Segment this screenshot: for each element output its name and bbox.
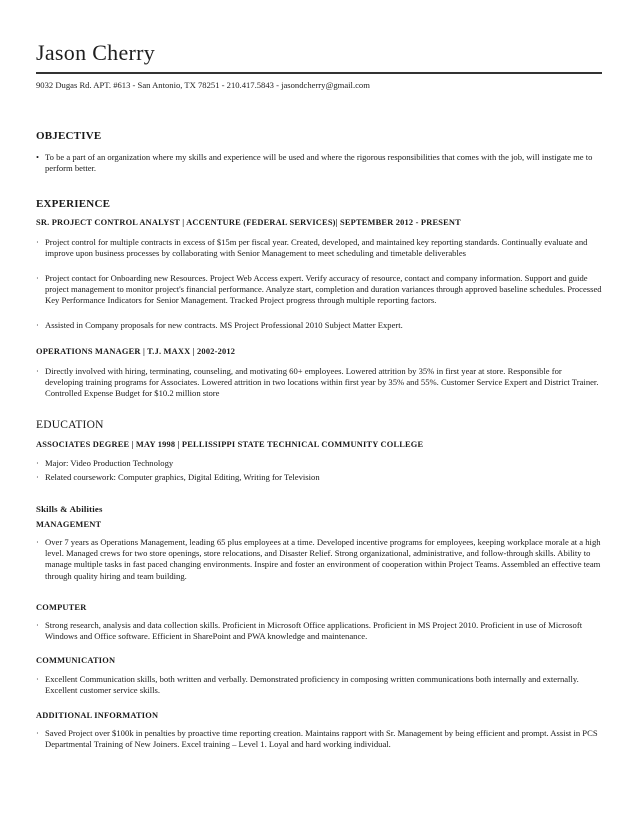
- list-item: · Directly involved with hiring, terminating, counseling, and motivating 60+ employees. Lowered attrition by 35% in first year at store. Responsible for developing training programs for Associates. Lowered attrition in two locations within first year by 35% and 55%. Customer Service Expert and District Trainer. Controlled Expense Budget for $10.2 million store: [36, 366, 599, 399]
- list-item: · Excellent Communication skills, both written and verbally. Demonstrated proficiency in composing written communications both internally and externally. Excellent customer service skills.: [36, 674, 579, 696]
- bullet-icon: ·: [36, 620, 39, 630]
- objective-item: [36, 152, 602, 174]
- bullet-icon: ·: [36, 273, 39, 283]
- list-item: · Strong research, analysis and data collection skills. Proficient in Microsoft Office applications. Proficient in MS Project 2010. Proficient in use of Microsoft Windows and Office software. Efficient in SharePoint and PWA knowledge and maintenance.: [36, 620, 583, 642]
- experience-heading: EXPERIENCE: [36, 198, 111, 210]
- objective-heading: OBJECTIVE: [36, 130, 102, 142]
- list-item: · Related coursework: Computer graphics, Digital Editing, Writing for Television: [36, 472, 320, 482]
- education-heading: EDUCATION: [36, 419, 104, 431]
- bullet-icon: ·: [36, 237, 39, 247]
- skills-computer-title: COMPUTER: [36, 603, 87, 612]
- contact-line: 9032 Dugas Rd. APT. #613 - San Antonio, TX 78251 - 210.417.5843 - jasondcherry@gmail.com: [36, 80, 370, 90]
- bullet-icon: ·: [36, 728, 39, 738]
- skills-heading: Skills & Abilities: [36, 504, 103, 514]
- header-divider: [36, 72, 602, 74]
- job-title-1: SR. PROJECT CONTROL ANALYST | ACCENTURE (FEDERAL SERVICES)| SEPTEMBER 2012 - PRESENT: [36, 218, 461, 227]
- bullet-icon: ·: [36, 472, 39, 482]
- skills-additional-title: ADDITIONAL INFORMATION: [36, 711, 159, 720]
- bullet-icon: ·: [36, 674, 39, 684]
- bullet-icon: ·: [36, 537, 39, 547]
- list-item: · Assisted in Company proposals for new contracts. MS Project Professional 2010 Subject Matter Expert.: [36, 320, 403, 330]
- list-item: · Project contact for Onboarding new Resources. Project Web Access expert. Verify accuracy of resource, contact and company information. Support and guide project management to monitor project's financial performance. Analyze start, completion and duration variances through approved baseline schedules. Processed Key Performance Indicators for Senior Management. Tracked Project progress through multiple reporting factors.: [36, 273, 602, 306]
- degree-line: ASSOCIATES DEGREE | MAY 1998 | PELLISSIPPI STATE TECHNICAL COMMUNITY COLLEGE: [36, 440, 424, 449]
- bullet-icon: ·: [36, 458, 39, 468]
- list-item: · Major: Video Production Technology: [36, 458, 174, 468]
- candidate-name: Jason Cherry: [36, 40, 156, 65]
- skills-communication-title: COMMUNICATION: [36, 656, 116, 665]
- objective-text: To be a part of an organization where my skills and experience will be used and where the rigorous responsibilities that comes with the job, will instigate me to perform better.: [45, 152, 593, 174]
- bullet-icon: ·: [36, 366, 39, 376]
- job-title-2: OPERATIONS MANAGER | T.J. MAXX | 2002-2012: [36, 347, 236, 356]
- bullet-icon: •: [36, 152, 40, 162]
- bullet-icon: ·: [36, 320, 39, 330]
- skills-management-title: MANAGEMENT: [36, 520, 102, 529]
- list-item: · Saved Project over $100k in penalties by proactive time reporting creation. Maintains rapport with Sr. Management by being efficient and prompt. Assist in PCS Departmental Training of New Joiners. Excel training – Level 1. Loyal and hard working individual.: [36, 728, 598, 750]
- list-item: · Over 7 years as Operations Management, leading 65 plus employees at a time. Developed incentive programs for employees, keeping workplace morale at a high level. Managed crews for two store openings, store relocations, and Disaster Relief. Strong organizational, administrative, and follow-through skills. Ability to manage multiple tasks in fast paced changing environments. Inspire and foster an environment of cooperation within Project Teams. Assembled an effective team through quality hiring and team building.: [36, 537, 601, 581]
- list-item: · Project control for multiple contracts in excess of $15m per fiscal year. Created, developed, and maintained key reporting standards. Continually evaluate and improve upon business processes by collaborating with Senior Management to meet scheduling and timetable deliverables: [36, 237, 588, 259]
